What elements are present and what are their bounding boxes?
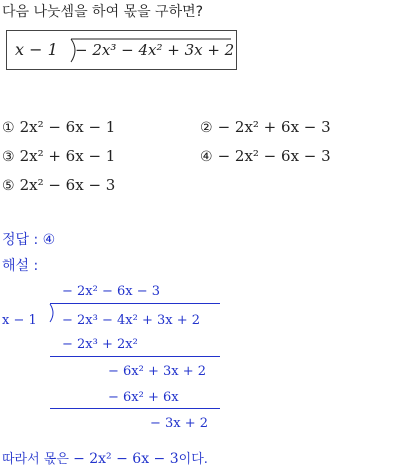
conclusion-prefix: 따라서 몫은 [2, 452, 69, 467]
question-text: 다음 나눗셈을 하여 몫을 구하면? [2, 4, 204, 20]
option-4-expr: − 2x² − 6x − 3 [217, 147, 331, 165]
solution-conclusion [2, 448, 208, 467]
solution-step1-subtrahend: − 2x³ + 2x² [62, 337, 138, 352]
answer-value: ④ [42, 232, 56, 248]
solution-label: 해설 : [2, 258, 39, 274]
solution-dividend: − 2x³ − 4x² + 3x + 2 [62, 313, 200, 328]
option-4[interactable] [200, 147, 331, 165]
answer-line [2, 229, 55, 249]
step1-bar [50, 356, 220, 357]
option-2[interactable] [200, 118, 331, 136]
option-5[interactable] [2, 176, 115, 194]
option-1[interactable] [2, 118, 115, 136]
solution-divisor: x − 1 [2, 313, 37, 328]
answer-label: 정답 : [2, 232, 39, 248]
option-4-number: ④ [200, 149, 213, 165]
step2-bar [50, 408, 220, 409]
quotient-bar [50, 303, 220, 304]
solution-step2-remainder: − 3x + 2 [150, 416, 209, 431]
problem-dividend: − 2x³ − 4x² + 3x + 2 [75, 41, 235, 59]
option-1-expr: 2x² − 6x − 1 [19, 118, 116, 136]
option-2-number: ② [200, 120, 213, 136]
option-1-number: ① [2, 120, 15, 136]
option-3-number: ③ [2, 149, 15, 165]
problem-box [6, 30, 237, 70]
option-3-expr: 2x² + 6x − 1 [19, 147, 116, 165]
conclusion-expr: − 2x² − 6x − 3 [73, 451, 179, 467]
solution-step1-remainder: − 6x² + 3x + 2 [108, 364, 207, 379]
solution-division-bracket [48, 304, 60, 326]
conclusion-suffix: 이다. [178, 452, 208, 467]
solution-quotient: − 2x² − 6x − 3 [62, 284, 161, 299]
option-2-expr: − 2x² + 6x − 3 [217, 118, 331, 136]
option-5-number: ⑤ [2, 178, 15, 194]
solution-step2-subtrahend: − 6x² + 6x [108, 390, 179, 405]
option-5-expr: 2x² − 6x − 3 [19, 176, 116, 194]
problem-divisor: x − 1 [15, 40, 58, 59]
option-3[interactable] [2, 147, 115, 165]
